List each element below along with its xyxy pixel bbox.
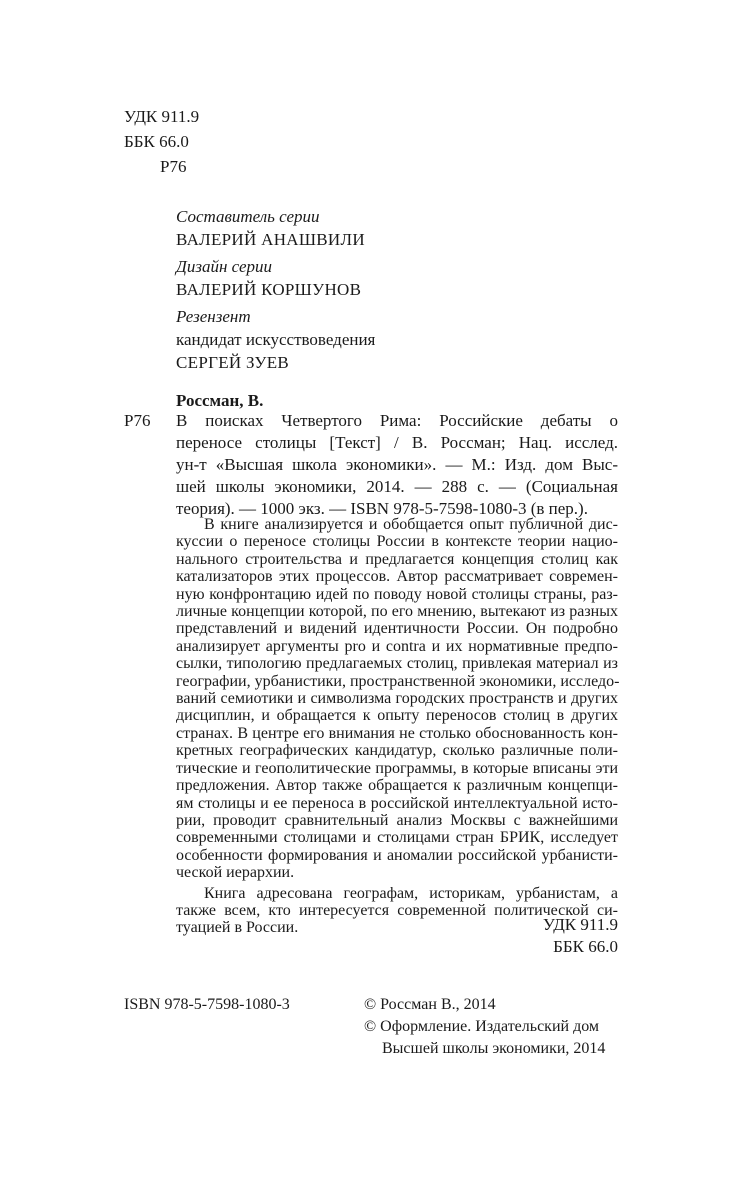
bibliographic-description bbox=[176, 410, 618, 520]
abstract-line: анализирует аргументы pro и contra и их нормативные предпо- bbox=[176, 637, 618, 655]
biblio-line: шей школы экономики, 2014. — 288 с. — (Социальная bbox=[176, 477, 618, 496]
biblio-line: ун-т «Высшая школа экономики». — М.: Изд. дом Выс- bbox=[176, 455, 618, 474]
isbn: ISBN 978-5-7598-1080-3 bbox=[124, 996, 290, 1013]
abstract-line: кретных географических кандидатур, сколько различные поли- bbox=[176, 742, 618, 760]
copyright-design: © Оформление. Издательский дом bbox=[364, 1018, 600, 1035]
abstract-line: географии, урбанистики, пространственной экономики, исследо- bbox=[176, 672, 620, 690]
abstract-line: странах. В центре его внимания не столько обоснованность кон- bbox=[176, 724, 618, 742]
bbk-code: ББК 66.0 bbox=[124, 132, 189, 151]
abstract-line: ную конфронтацию идей по поводу новой столицы страны, раз- bbox=[176, 585, 618, 603]
abstract-line: представлений и видений идентичности России. Он подробно bbox=[176, 620, 618, 638]
author-mark: Р76 bbox=[160, 157, 187, 176]
abstract-line: тические и геополитические программы, в которые вписаны эти bbox=[176, 759, 618, 777]
entry-author: Россман, В. bbox=[176, 391, 264, 410]
abstract-line: куссии о переносе столицы России в контексте теории нацио- bbox=[176, 533, 618, 551]
abstract bbox=[176, 516, 618, 937]
abstract-line: рии, проводит сравнительный анализ Москвы с важнейшими bbox=[176, 811, 618, 829]
copyright-design-publisher: Высшей школы экономики, 2014 bbox=[382, 1040, 606, 1057]
biblio-line: переносе столицы [Текст] / В. Россман; Нац. исслед. bbox=[176, 433, 618, 452]
reviewer-title: кандидат искусствоведения bbox=[176, 330, 376, 349]
abstract-line: дисциплин, и обращается к опыту переносов столиц в других bbox=[176, 707, 618, 725]
series-compiler-name: ВАЛЕРИЙ АНАШВИЛИ bbox=[176, 230, 365, 249]
abstract-line: сылки, типологию предлагаемых столиц, привлекая материал из bbox=[176, 655, 618, 673]
abstract-line: нального строительства и предлагается концепция столиц как bbox=[176, 550, 618, 568]
classification-codes-top bbox=[124, 104, 199, 179]
series-credits bbox=[176, 205, 375, 374]
classification-codes-bottom bbox=[543, 914, 618, 958]
entry-author-mark: Р76 bbox=[124, 411, 151, 430]
abstract-line: В книге анализируется и обобщается опыт публичной дис- bbox=[204, 516, 618, 533]
abstract-line: предложения. Автор также обращается к различным концепци- bbox=[176, 777, 618, 795]
abstract-line: ваний семиотики и символизма городских пространств и других bbox=[176, 690, 618, 708]
series-design-name: ВАЛЕРИЙ КОРШУНОВ bbox=[176, 280, 362, 299]
abstract-line: ям столицы и ее переноса в российской интеллектуальной исто- bbox=[176, 794, 618, 812]
audience-line: Книга адресована географам, историкам, урбанистам, а bbox=[204, 884, 618, 902]
udk-code-bottom: УДК 911.9 bbox=[542, 915, 618, 934]
reviewer-name: СЕРГЕЙ ЗУЕВ bbox=[176, 353, 290, 372]
series-design-label: Дизайн серии bbox=[176, 257, 272, 276]
copyright-block bbox=[364, 994, 605, 1060]
abstract-line: ческой иерархии. bbox=[176, 864, 295, 882]
abstract-line: катализаторов этих процессов. Автор рассматривает современ- bbox=[176, 568, 618, 586]
series-compiler-label: Составитель серии bbox=[176, 207, 320, 226]
copyright-author: © Россман В., 2014 bbox=[364, 996, 496, 1013]
biblio-line: В поисках Четвертого Рима: Российские дебаты о bbox=[176, 411, 618, 430]
reviewer-label: Резензент bbox=[176, 307, 251, 326]
abstract-line: современными столицами и столицами стран БРИК, исследует bbox=[176, 829, 618, 847]
biblio-line: теория). — 1000 экз. — ISBN 978-5-7598-1080-3 (в пер.). bbox=[176, 499, 588, 518]
abstract-line: особенности формирования и аномалии российской урбанисти- bbox=[176, 846, 618, 864]
bbk-code-bottom: ББК 66.0 bbox=[553, 937, 618, 956]
udk-code: УДК 911.9 bbox=[124, 107, 200, 126]
audience-line: также всем, кто интересуется современной политической си- bbox=[176, 901, 618, 919]
audience-line: туацией в России. bbox=[176, 919, 299, 937]
abstract-line: личные концепции которой, по его мнению, вытекают из разных bbox=[176, 603, 618, 621]
